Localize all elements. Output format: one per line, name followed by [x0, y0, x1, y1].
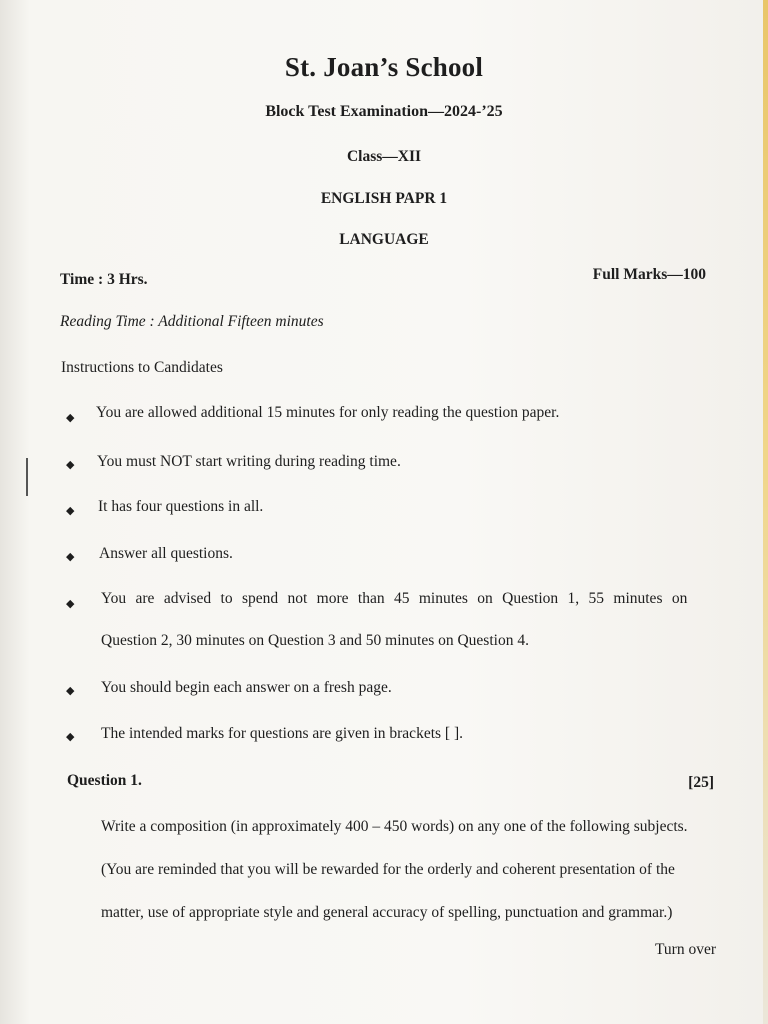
question-text-line: (You are reminded that you will be rewarded for the orderly and coherent presentation of the — [101, 861, 675, 878]
diamond-bullet-icon: ◆ — [66, 412, 75, 424]
question-label: Question 1. — [67, 772, 142, 789]
instruction-item: You are advised to spend not more than 45 minutes on Question 1, 55 minutes on — [101, 590, 688, 607]
time-allowed: Time : 3 Hrs. — [60, 271, 148, 288]
exam-title: Block Test Examination—2024-’25 — [265, 103, 503, 120]
diamond-bullet-icon: ◆ — [66, 459, 75, 471]
instruction-item: You should begin each answer on a fresh page. — [101, 679, 392, 696]
school-name: St. Joan’s School — [284, 52, 484, 82]
diamond-bullet-icon: ◆ — [66, 505, 75, 517]
instruction-item: The intended marks for questions are given in brackets [ ]. — [101, 725, 463, 742]
diamond-bullet-icon: ◆ — [66, 731, 75, 743]
instruction-item: You are allowed additional 15 minutes for only reading the question paper. — [96, 404, 560, 421]
instruction-item-continued: Question 2, 30 minutes on Question 3 and 50 minutes on Question 4. — [101, 632, 529, 649]
subject-label: LANGUAGE — [339, 231, 429, 248]
class-label: Class—XII — [346, 148, 422, 165]
turn-over-note: Turn over — [654, 941, 716, 958]
question-text-line: Write a composition (in approximately 400 – 450 words) on any one of the following subjects. — [101, 818, 688, 835]
question-text-line: matter, use of appropriate style and general accuracy of spelling, punctuation and grammar.) — [101, 904, 673, 921]
question-marks: [25] — [688, 774, 714, 791]
reading-time: Reading Time : Additional Fifteen minutes — [60, 313, 324, 330]
margin-pen-mark — [26, 458, 28, 496]
full-marks: Full Marks—100 — [592, 266, 706, 283]
instruction-item: You must NOT start writing during reading time. — [97, 453, 401, 470]
paper-name: ENGLISH PAPR 1 — [320, 190, 448, 207]
diamond-bullet-icon: ◆ — [66, 598, 75, 610]
diamond-bullet-icon: ◆ — [66, 685, 75, 697]
diamond-bullet-icon: ◆ — [66, 551, 75, 563]
instruction-item: Answer all questions. — [99, 545, 233, 562]
instruction-item: It has four questions in all. — [98, 498, 264, 515]
instructions-heading: Instructions to Candidates — [61, 359, 223, 376]
